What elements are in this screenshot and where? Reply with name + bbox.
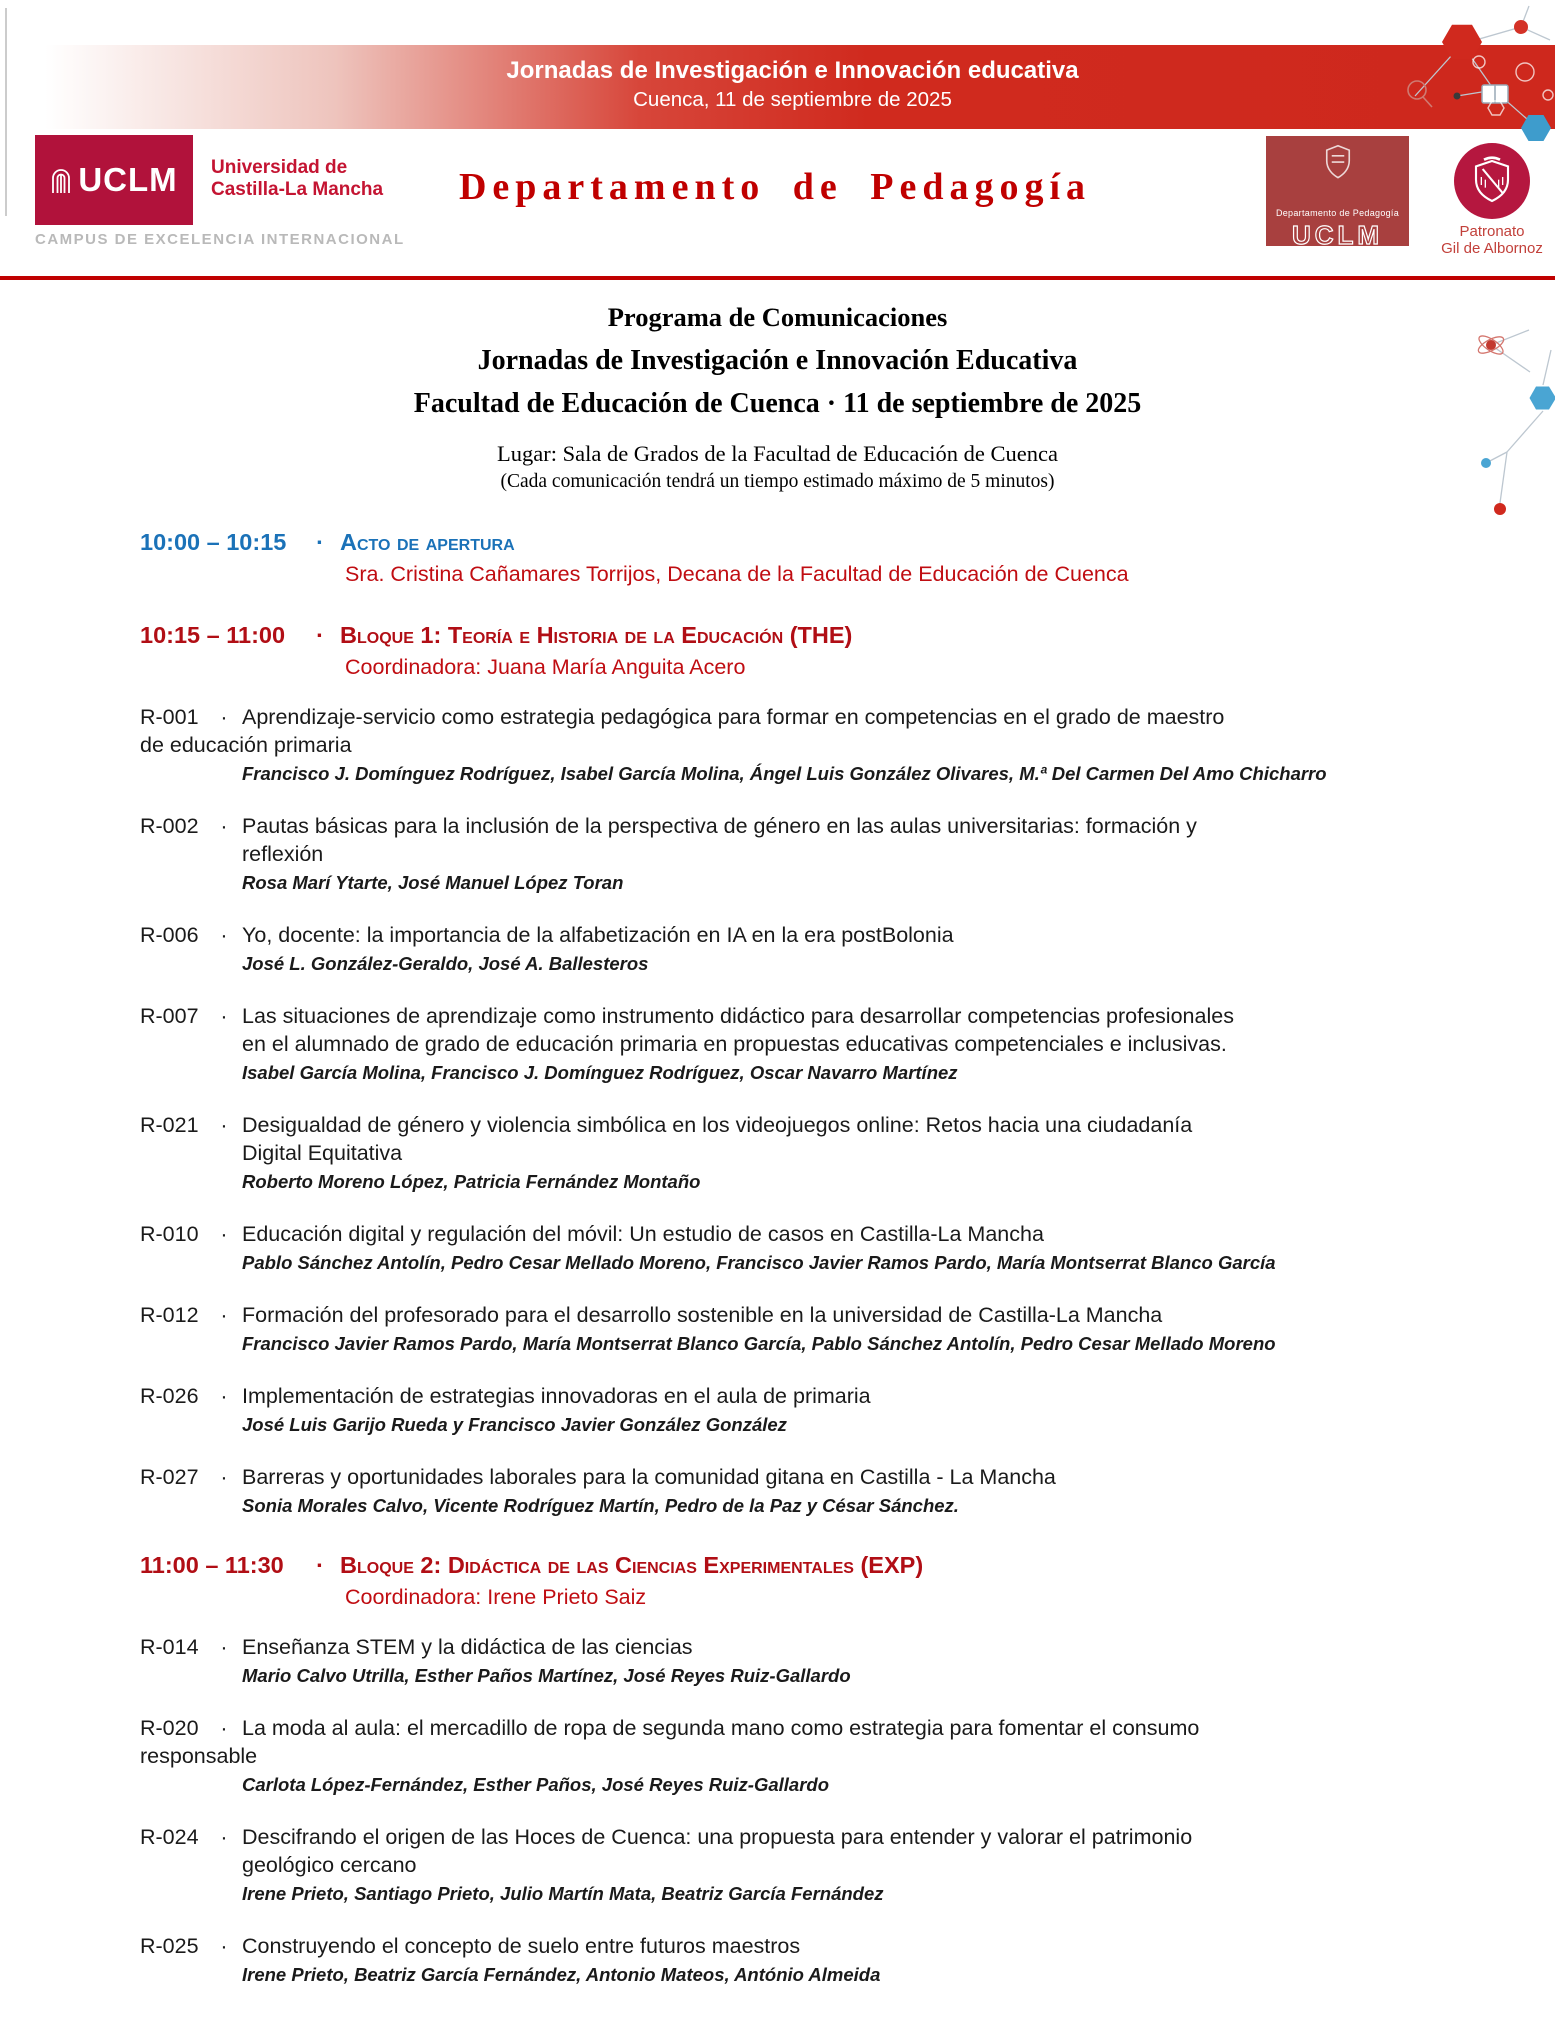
program-item-r021 <box>140 1111 1525 1194</box>
separator-dot: · <box>220 1635 228 1659</box>
patronato-label: Patronato Gil de Albornoz <box>1441 223 1543 257</box>
patronato-logo <box>1432 143 1552 257</box>
program-item-r026 <box>140 1382 1525 1437</box>
program-item-r001 <box>140 703 1525 786</box>
schedule <box>0 527 1555 1987</box>
program-item-r012 <box>140 1301 1525 1356</box>
separator-dot: · <box>220 814 228 838</box>
item-code: R-021 <box>140 1113 199 1137</box>
item-title: Pautas básicas para la inclusión de la perspectiva de género en las aulas universitarias: formación y <box>242 814 1197 838</box>
item-authors: Carlota López-Fernández, Esther Paños, José Reyes Ruiz-Gallardo <box>242 1774 830 1795</box>
section-bloque-1 <box>140 620 1525 1518</box>
program-item-r014 <box>140 1633 1525 1688</box>
item-title: Formación del profesorado para el desarrollo sostenible en la universidad de Castilla-La Mancha <box>242 1303 1163 1327</box>
separator-dot: · <box>316 1552 324 1578</box>
item-title: La moda al aula: el mercadillo de ropa de segunda mano como estrategia para fomentar el consumo <box>242 1716 1200 1740</box>
item-authors: José Luis Garijo Rueda y Francisco Javier González González <box>242 1414 787 1435</box>
item-title-row <box>140 1382 1525 1410</box>
item-title: Yo, docente: la importancia de la alfabetización en IA en la era postBolonia <box>242 923 954 947</box>
item-code: R-020 <box>140 1716 199 1740</box>
university-name: Universidad de Castilla-La Mancha <box>211 157 384 200</box>
separator-dot: · <box>220 705 228 729</box>
section-time: 10:15 – 11:00 <box>140 622 286 648</box>
item-title: Construyendo el concepto de suelo entre futuros maestros <box>242 1934 801 1958</box>
separator-dot: · <box>220 1384 228 1408</box>
program-item-r024 <box>140 1823 1525 1906</box>
program-item-r006 <box>140 921 1525 976</box>
item-code: R-006 <box>140 923 199 947</box>
patronato-emblem <box>1454 143 1530 219</box>
item-authors: Irene Prieto, Beatriz García Fernández, Antonio Mateos, António Almeida <box>242 1964 881 1985</box>
program-item-r025 <box>140 1932 1525 1987</box>
program-venue-date: Facultad de Educación de Cuenca · 11 de septiembre de 2025 <box>413 388 1142 419</box>
program-intro <box>0 296 1555 495</box>
section-apertura <box>140 527 1525 588</box>
separator-dot: · <box>316 529 324 555</box>
item-title-row <box>140 1111 1525 1139</box>
separator-dot: · <box>220 1465 228 1489</box>
item-title-row <box>140 921 1525 949</box>
section-time: 10:00 – 10:15 <box>140 529 287 555</box>
shield-icon <box>1323 142 1353 182</box>
program-item-r010 <box>140 1220 1525 1275</box>
department-heading: Departamento de Pedagogía <box>458 166 1092 208</box>
item-title-continuation: Digital Equitativa <box>242 1141 403 1165</box>
section-header <box>140 620 1525 650</box>
item-title-row <box>140 1932 1525 1960</box>
item-title: Enseñanza STEM y la didáctica de las ciencias <box>242 1635 693 1659</box>
separator-dot: · <box>220 1222 228 1246</box>
item-title-row <box>140 703 1525 731</box>
section-bloque-2 <box>140 1550 1525 1987</box>
item-authors: Isabel García Molina, Francisco J. Domínguez Rodríguez, Oscar Navarro Martínez <box>242 1062 958 1083</box>
program-subtitle: Jornadas de Investigación e Innovación Educativa <box>477 345 1078 376</box>
item-title: Descifrando el origen de las Hoces de Cuenca: una propuesta para entender y valorar el patrimonio <box>242 1825 1193 1849</box>
department-logo <box>1266 136 1409 266</box>
item-code: R-014 <box>140 1635 199 1659</box>
campus-excellence-label: CAMPUS DE EXCELENCIA INTERNACIONAL <box>35 231 405 248</box>
header-divider <box>0 276 1555 280</box>
item-title: Aprendizaje-servicio como estrategia pedagógica para formar en competencias en el grado de maestro <box>242 705 1225 729</box>
uclm-logo <box>35 135 193 225</box>
separator-dot: · <box>220 1716 228 1740</box>
item-title-row <box>140 1633 1525 1661</box>
item-authors: Francisco Javier Ramos Pardo, María Montserrat Blanco García, Pablo Sánchez Antolín, Pedro Cesar Mellado Moreno <box>242 1333 1276 1354</box>
section-header <box>140 527 1525 557</box>
item-authors: Irene Prieto, Santiago Prieto, Julio Martín Mata, Beatriz García Fernández <box>242 1883 884 1904</box>
shield-icon <box>1472 158 1512 204</box>
item-title-row <box>140 1714 1525 1742</box>
section-time: 11:00 – 11:30 <box>140 1552 284 1578</box>
item-title: Educación digital y regulación del móvil: Un estudio de casos en Castilla-La Mancha <box>242 1222 1044 1246</box>
separator-dot: · <box>220 923 228 947</box>
section-title: Acto de apertura <box>340 529 515 555</box>
section-subtitle: Coordinadora: Juana María Anguita Acero <box>345 655 746 679</box>
item-title-continuation: responsable <box>140 1744 258 1768</box>
item-title: Desigualdad de género y violencia simbólica en los videojuegos online: Retos hacia una ciudadanía <box>242 1113 1193 1137</box>
item-title-continuation: geológico cercano <box>242 1853 417 1877</box>
section-subtitle: Coordinadora: Irene Prieto Saiz <box>345 1585 647 1609</box>
item-code: R-025 <box>140 1934 199 1958</box>
item-authors: José L. González-Geraldo, José A. Ballesteros <box>242 953 649 974</box>
program-item-r007 <box>140 1002 1525 1085</box>
event-banner <box>30 45 1555 129</box>
separator-dot: · <box>220 1303 228 1327</box>
program-item-r002 <box>140 812 1525 895</box>
item-code: R-001 <box>140 705 199 729</box>
item-title: Barreras y oportunidades laborales para la comunidad gitana en Castilla - La Mancha <box>242 1465 1056 1489</box>
program-title: Programa de Comunicaciones <box>607 302 948 332</box>
banner-date: Cuenca, 11 de septiembre de 2025 <box>633 88 952 111</box>
separator-dot: · <box>220 1113 228 1137</box>
item-title: Implementación de estrategias innovadoras en el aula de primaria <box>242 1384 871 1408</box>
item-code: R-012 <box>140 1303 199 1327</box>
venue-line: Lugar: Sala de Grados de la Facultad de Educación de Cuenca <box>496 441 1059 466</box>
department-logo-subtitle: UNIVERSIDAD DE CASTILLA-LA MANCHA <box>1280 252 1395 266</box>
fingerprint-icon <box>50 165 72 195</box>
item-title-continuation: de educación primaria <box>140 733 352 757</box>
department-logo-acronym: UCLM <box>1291 220 1384 250</box>
item-authors: Francisco J. Domínguez Rodríguez, Isabel García Molina, Ángel Luis González Olivares, M.ª Del Carmen Del Amo Chicharro <box>242 763 1327 784</box>
red-dot-icon <box>1514 20 1528 34</box>
item-authors: Sonia Morales Calvo, Vicente Rodríguez Martín, Pedro de la Paz y César Sánchez. <box>242 1495 959 1516</box>
program-content <box>0 296 1555 1987</box>
item-authors: Roberto Moreno López, Patricia Fernández Montaño <box>242 1171 701 1192</box>
banner-title: Jornadas de Investigación e Innovación educativa <box>506 57 1079 84</box>
section-title: Bloque 1: Teoría e Historia de la Educación (THE) <box>340 622 853 648</box>
item-authors: Pablo Sánchez Antolín, Pedro Cesar Mellado Moreno, Francisco Javier Ramos Pardo, María Montserrat Blanco García <box>242 1252 1276 1273</box>
item-title-row <box>140 1463 1525 1491</box>
section-header <box>140 1550 1525 1580</box>
item-title-row <box>140 1002 1525 1030</box>
item-title-row <box>140 1823 1525 1851</box>
department-logo-title: Departamento de Pedagogía <box>1275 208 1400 218</box>
separator-dot: · <box>220 1825 228 1849</box>
separator-dot: · <box>220 1004 228 1028</box>
item-title-continuation: en el alumnado de grado de educación primaria en propuestas educativas competenciales e inclusivas. <box>242 1032 1227 1056</box>
item-code: R-026 <box>140 1384 199 1408</box>
scan-edge-artifact <box>5 8 7 216</box>
item-code: R-027 <box>140 1465 199 1489</box>
section-title: Bloque 2: Didáctica de las Ciencias Experimentales (EXP) <box>340 1552 924 1578</box>
item-code: R-024 <box>140 1825 199 1849</box>
section-subtitle: Sra. Cristina Cañamares Torrijos, Decana de la Facultad de Educación de Cuenca <box>345 562 1129 586</box>
item-title-row <box>140 1301 1525 1329</box>
item-authors: Mario Calvo Utrilla, Esther Paños Martínez, José Reyes Ruiz-Gallardo <box>242 1665 851 1686</box>
item-title: Las situaciones de aprendizaje como instrumento didáctico para desarrollar competencias profesionales <box>242 1004 1234 1028</box>
uclm-acronym: UCLM <box>78 161 178 198</box>
program-item-r027 <box>140 1463 1525 1518</box>
item-title-row <box>140 812 1525 840</box>
item-authors: Rosa Marí Ytarte, José Manuel López Toran <box>242 872 624 893</box>
separator-dot: · <box>316 622 324 648</box>
item-code: R-010 <box>140 1222 199 1246</box>
item-code: R-007 <box>140 1004 199 1028</box>
item-title-row <box>140 1220 1525 1248</box>
separator-dot: · <box>220 1934 228 1958</box>
item-code: R-002 <box>140 814 199 838</box>
timing-note: (Cada comunicación tendrá un tiempo estimado máximo de 5 minutos) <box>500 471 1055 492</box>
program-item-r020 <box>140 1714 1525 1797</box>
item-title-continuation: reflexión <box>242 842 324 866</box>
